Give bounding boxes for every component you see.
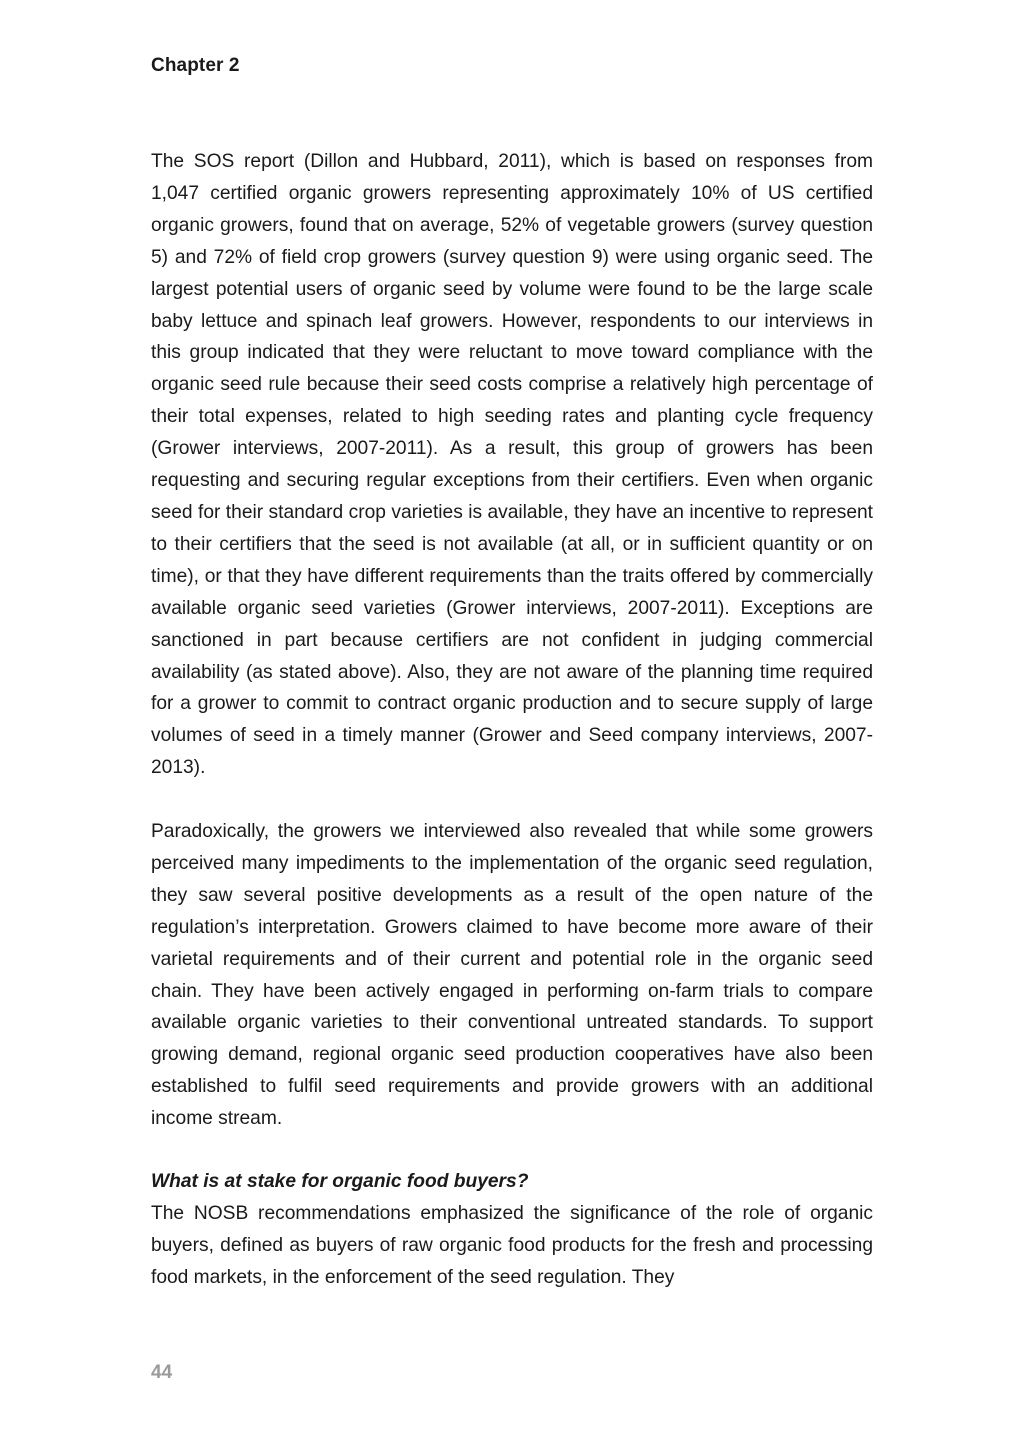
body-paragraph-3: The NOSB recommendations emphasized the significance of the role of organic buyers, defined as buyers of raw organic food products for the fresh and processing food markets, in the enforcement of the seed regulation. They (151, 1203, 873, 1288)
page-number: 44 (151, 1362, 173, 1383)
chapter-header: Chapter 2 (151, 55, 240, 76)
body-paragraph-1: The SOS report (Dillon and Hubbard, 2011), which is based on responses from 1,047 certified organic growers representing approximately 10% of US certified organic growers, found that on average, 52% of vegetable growers (survey question 5) and 72% of field crop growers (survey question 9) were using organic seed. The largest potential users of organic seed by volume were found to be the large scale baby lettuce and spinach leaf growers. However, respondents to our interviews in this group indicated that they were reluctant to move toward compliance with the organic seed rule because their seed costs comprise a relatively high percentage of their total expenses, related to high seeding rates and planting cycle frequency (Grower interviews, 2007-2011). As a result, this group of growers has been requesting and securing regular exceptions from their certifiers. Even when organic seed for their standard crop varieties is available, they have an incentive to represent to their certifiers that the seed is not available (at all, or in sufficient quantity or on time), or that they have different requirements than the traits offered by commercially available organic seed varieties (Grower interviews, 2007-2011). Exceptions are sanctioned in part because certifiers are not confident in judging commercial availability (as stated above). Also, they are not aware of the planning time required for a grower to commit to contract organic production and to secure supply of large volumes of seed in a timely manner (Grower and Seed company interviews, 2007-2013). (151, 151, 873, 779)
body-paragraph-2: Paradoxically, the growers we interviewed also revealed that while some growers perceived many impediments to the implementation of the organic seed regulation, they saw several positive developments as a result of the open nature of the regulation’s interpretation. Growers claimed to have become more aware of their varietal requirements and of their current and potential role in the organic seed chain. They have been actively engaged in performing on-farm trials to compare available organic varieties to their conventional untreated standards. To support growing demand, regional organic seed production cooperatives have also been established to fulfil seed requirements and provide growers with an additional income stream. (151, 821, 873, 1130)
section-heading: What is at stake for organic food buyers? (151, 1171, 529, 1192)
